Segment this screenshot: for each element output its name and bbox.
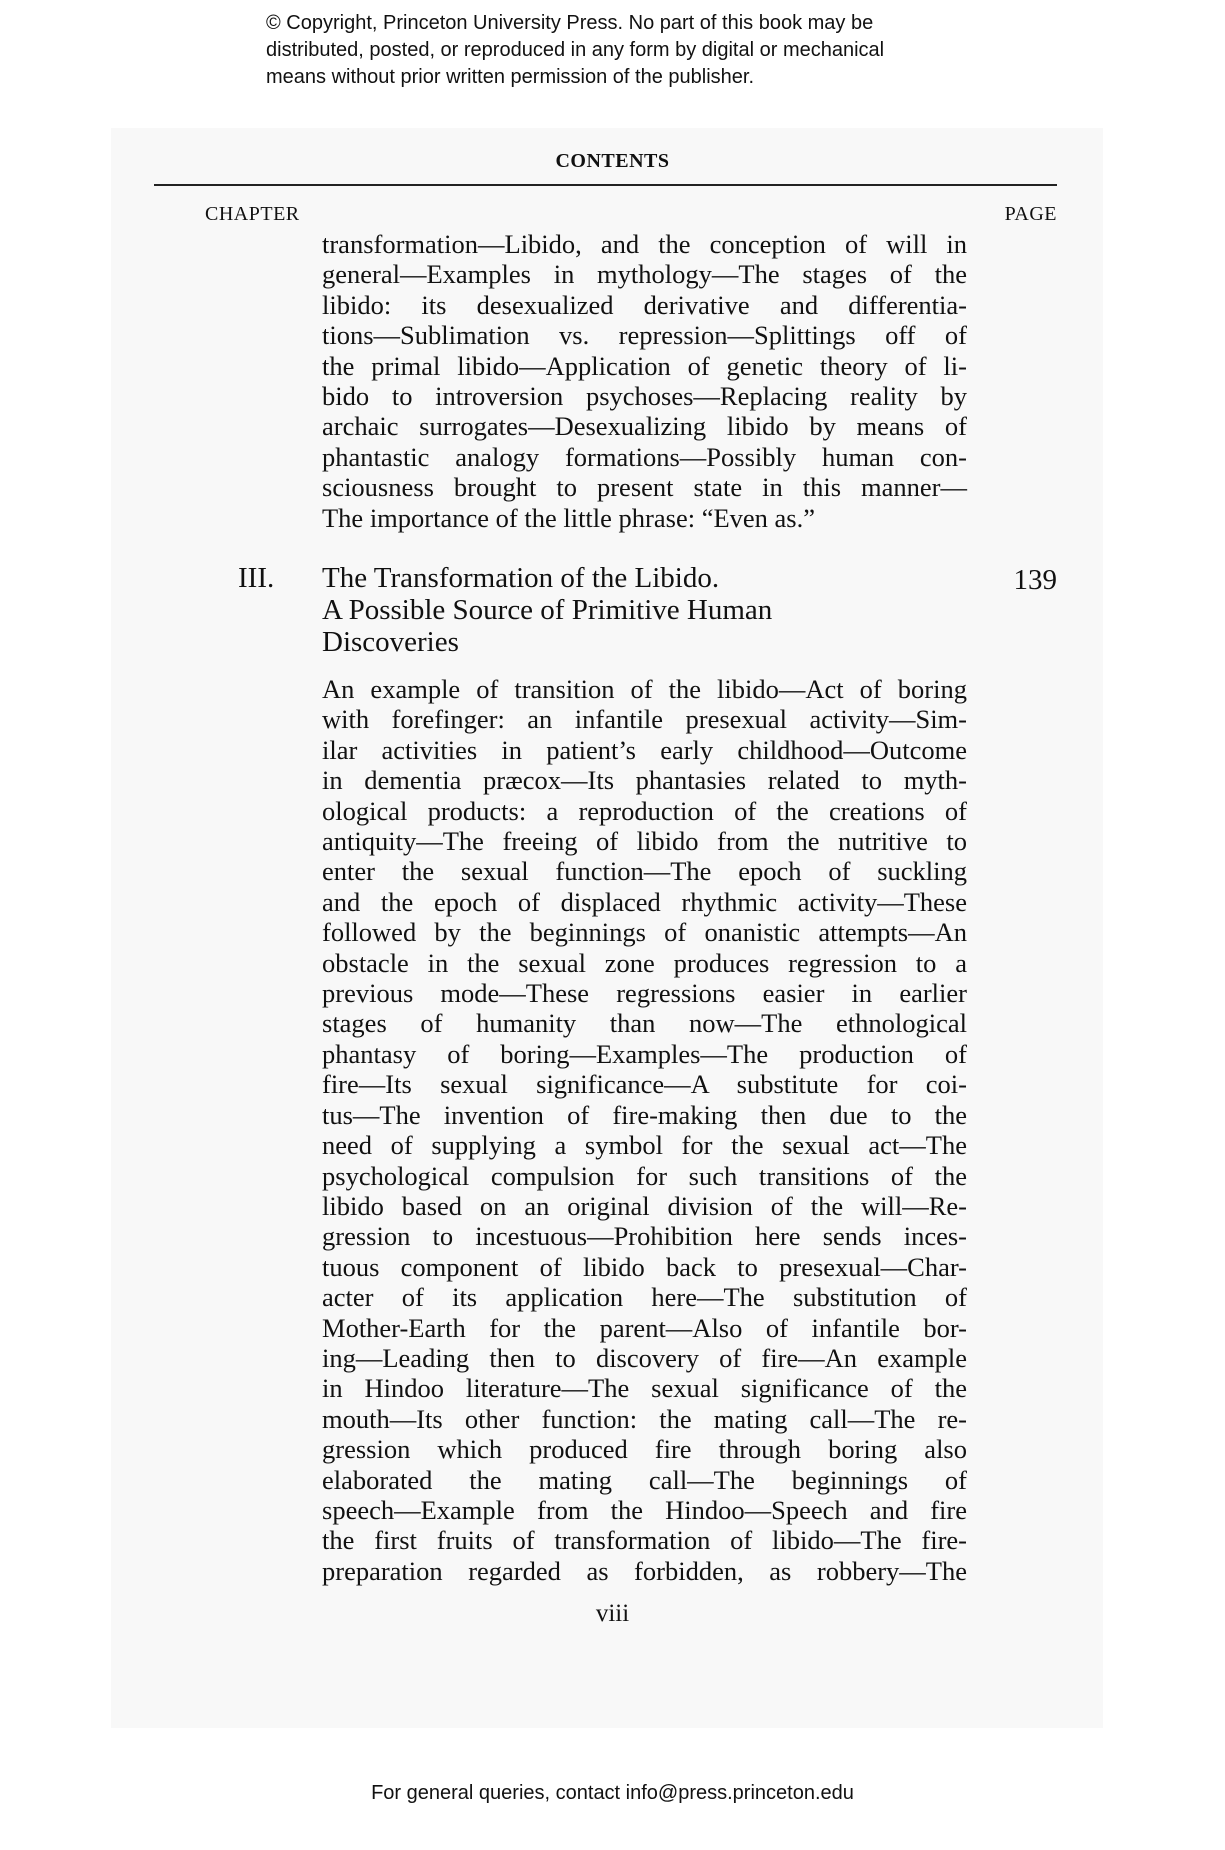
summary-line: need of supplying a symbol for the sexual act—The bbox=[322, 1130, 967, 1161]
summary-line: general—Examples in mythology—The stages of the bbox=[322, 259, 967, 290]
summary-line: followed by the beginnings of onanistic attempts—An bbox=[322, 917, 967, 948]
summary-line: with forefinger: an infantile presexual activity—Sim- bbox=[322, 704, 967, 735]
summary-line: and the epoch of displaced rhythmic activity—These bbox=[322, 886, 967, 917]
summary-line: ilar activities in patient’s early childhood—Outcome bbox=[322, 734, 967, 765]
header-rule bbox=[154, 184, 1057, 186]
summary-line: phantastic analogy formations—Possibly human con- bbox=[322, 441, 967, 472]
summary-line: phantasy of boring—Examples—The production of bbox=[322, 1038, 967, 1069]
page-folio: viii bbox=[595, 1600, 630, 1627]
summary-line: tus—The invention of fire-making then due to the bbox=[322, 1099, 967, 1130]
summary-line: the first fruits of transformation of libido—The fire- bbox=[322, 1525, 967, 1556]
summary-line: elaborated the mating call—The beginnings of bbox=[322, 1464, 967, 1495]
chapter-title-line: The Transformation of the Libido. bbox=[322, 562, 720, 594]
summary-line: in dementia præcox—Its phantasies related to myth- bbox=[322, 765, 967, 796]
summary-line: speech—Example from the Hindoo—Speech and fire bbox=[322, 1494, 967, 1525]
chapter-page-number: 139 bbox=[1013, 564, 1057, 596]
summary-line: Mother-Earth for the parent—Also of infantile bor- bbox=[322, 1312, 967, 1343]
continued-chapter-summary bbox=[322, 229, 967, 533]
summary-line: enter the sexual function—The epoch of suckling bbox=[322, 856, 967, 887]
footer-contact: For general queries, contact info@press.princeton.edu bbox=[371, 1782, 854, 1804]
summary-line: gression to incestuous—Prohibition here sends inces- bbox=[322, 1221, 967, 1252]
chapter-title-line: A Possible Source of Primitive Human bbox=[322, 594, 773, 626]
summary-line: ological products: a reproduction of the creations of bbox=[322, 795, 967, 826]
copyright-line: means without prior written permission of the publisher. bbox=[266, 66, 755, 88]
chapter-summary bbox=[322, 674, 967, 1586]
summary-line: libido: its desexualized derivative and differentia- bbox=[322, 289, 967, 320]
summary-line: archaic surrogates—Desexualizing libido by means of bbox=[322, 411, 967, 442]
copyright-line: © Copyright, Princeton University Press. No part of this book may be bbox=[266, 12, 874, 34]
chapter-number: III. bbox=[238, 562, 275, 594]
summary-line: The importance of the little phrase: “Even as.” bbox=[322, 502, 815, 533]
summary-line: obstacle in the sexual zone produces regression to a bbox=[322, 947, 967, 978]
summary-line: tions—Sublimation vs. repression—Splittings off of bbox=[322, 320, 967, 351]
summary-line: in Hindoo literature—The sexual significance of the bbox=[322, 1373, 967, 1404]
summary-line: psychological compulsion for such transitions of the bbox=[322, 1160, 967, 1191]
summary-line: ing—Leading then to discovery of fire—An example bbox=[322, 1342, 967, 1373]
summary-line: previous mode—These regressions easier in earlier bbox=[322, 978, 967, 1009]
summary-line: mouth—Its other function: the mating call—The re- bbox=[322, 1403, 967, 1434]
summary-line: stages of humanity than now—The ethnological bbox=[322, 1008, 967, 1039]
summary-line: sciousness brought to present state in this manner— bbox=[322, 472, 967, 503]
summary-line: preparation regarded as forbidden, as robbery—The bbox=[322, 1555, 967, 1586]
summary-line: An example of transition of the libido—Act of boring bbox=[322, 674, 967, 704]
summary-line: gression which produced fire through boring also bbox=[322, 1434, 967, 1465]
page-column-label: PAGE bbox=[1004, 203, 1057, 225]
summary-line: the primal libido—Application of genetic theory of li- bbox=[322, 350, 967, 381]
summary-line: acter of its application here—The substitution of bbox=[322, 1282, 967, 1313]
copyright-line: distributed, posted, or reproduced in any form by digital or mechanical bbox=[266, 39, 885, 61]
summary-line: antiquity—The freeing of libido from the nutritive to bbox=[322, 826, 967, 857]
summary-line: libido based on an original division of the will—Re- bbox=[322, 1190, 967, 1221]
summary-line: bido to introversion psychoses—Replacing reality by bbox=[322, 381, 967, 412]
copyright-notice bbox=[266, 10, 884, 91]
chapter-title bbox=[322, 562, 772, 658]
page-title: CONTENTS bbox=[555, 150, 670, 172]
chapter-title-line: Discoveries bbox=[322, 626, 459, 658]
summary-line: transformation—Libido, and the conception of will in bbox=[322, 229, 967, 259]
summary-line: tuous component of libido back to presexual—Char- bbox=[322, 1251, 967, 1282]
summary-line: fire—Its sexual significance—A substitute for coi- bbox=[322, 1069, 967, 1100]
chapter-column-label: CHAPTER bbox=[205, 203, 300, 225]
